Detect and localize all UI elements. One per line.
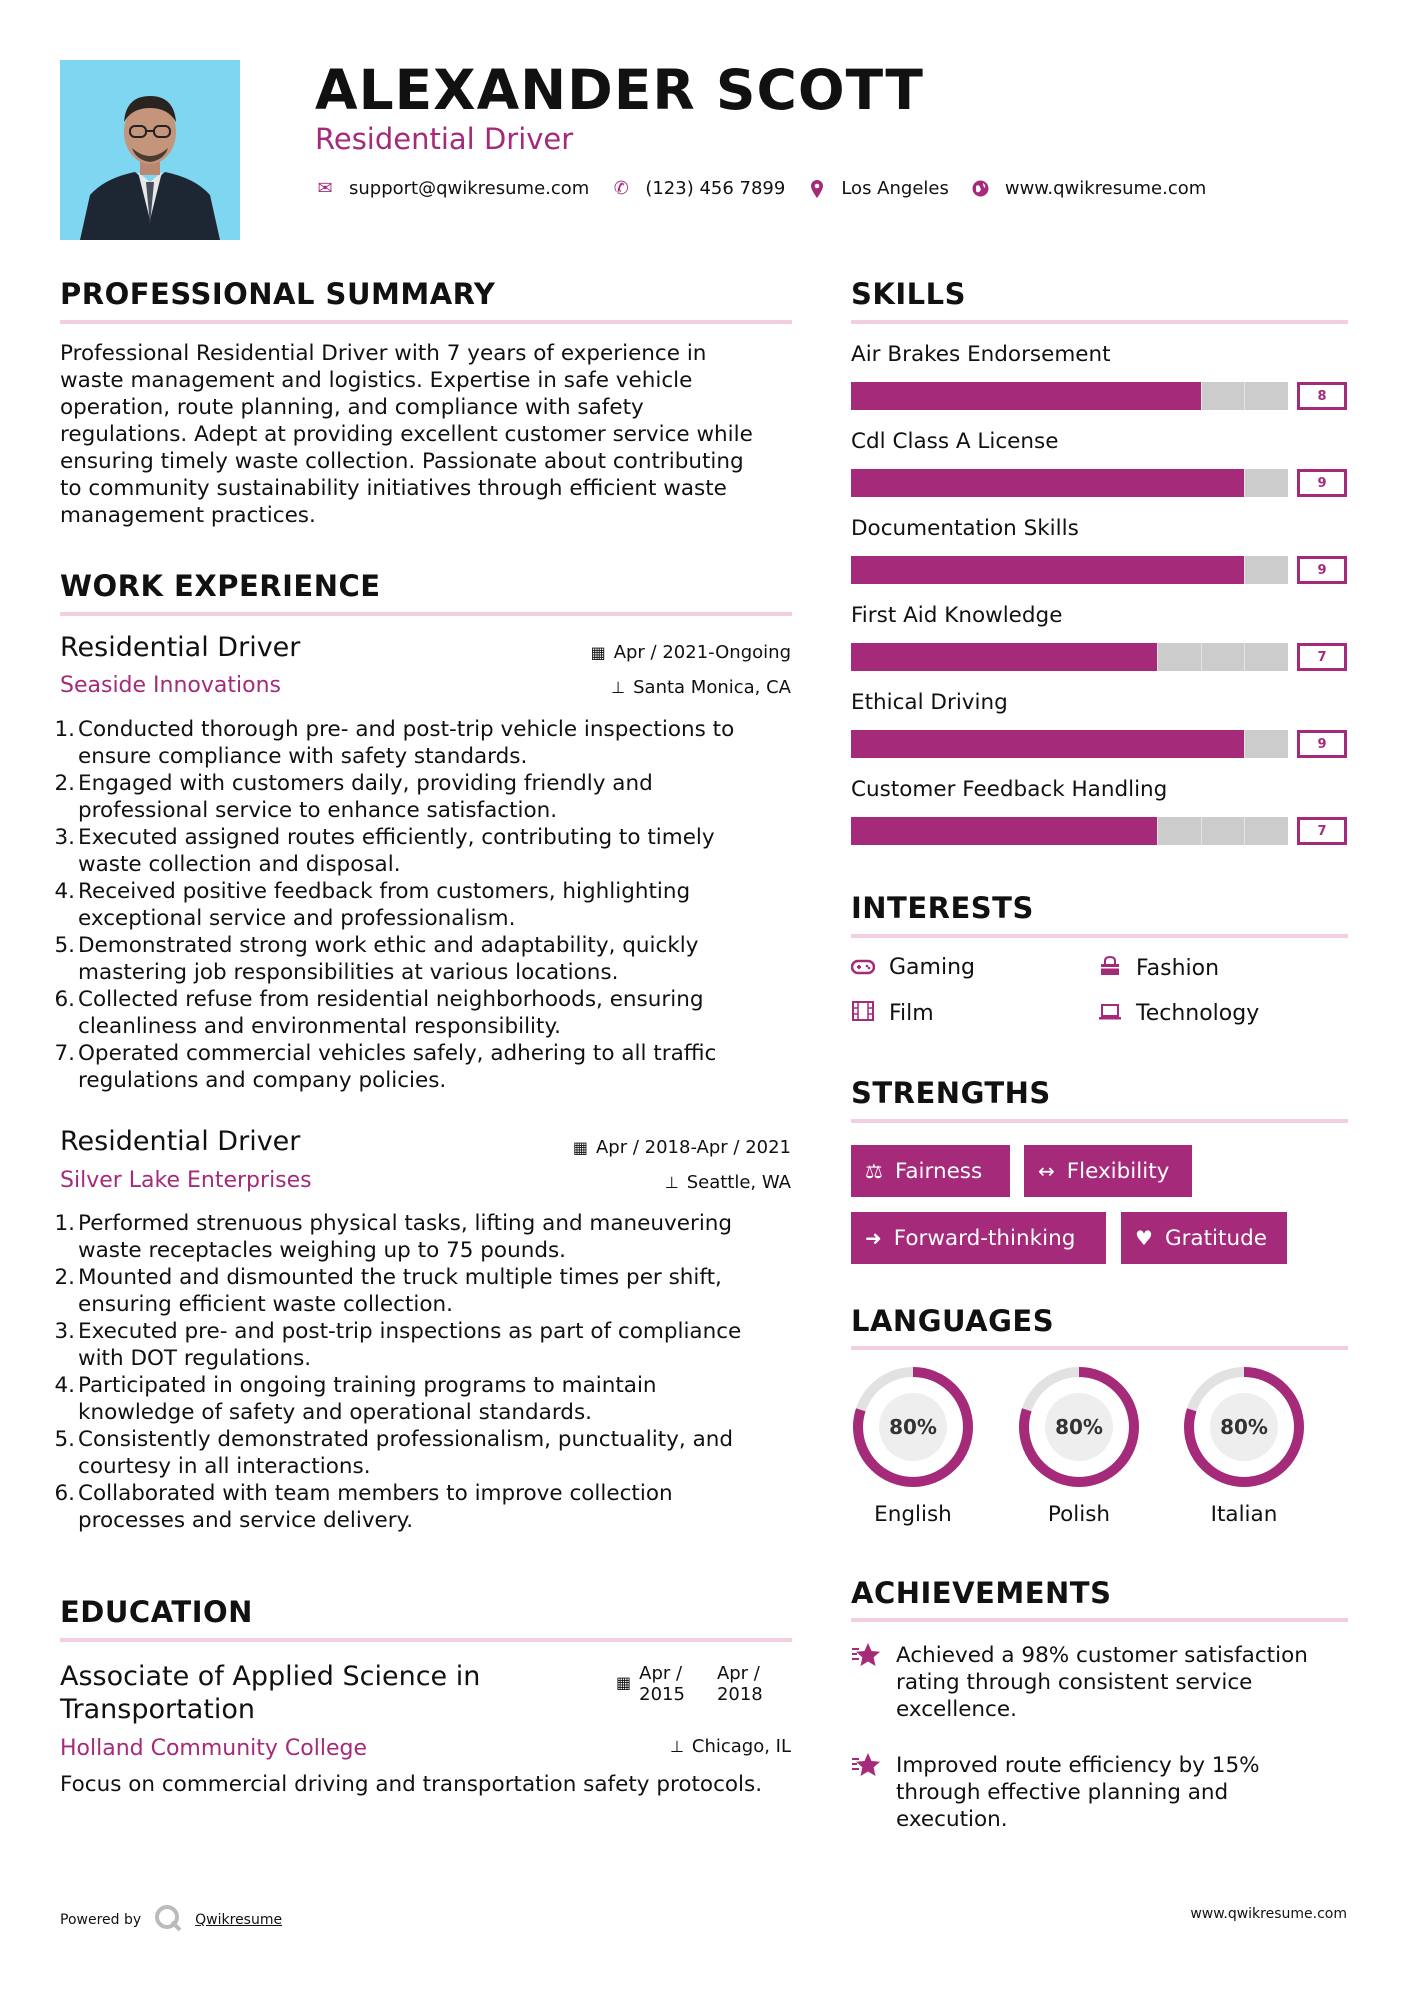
skill-segment xyxy=(982,469,1026,497)
list-item xyxy=(54,1426,800,1480)
bullet-number: 5. xyxy=(54,933,75,958)
list-item xyxy=(54,932,800,986)
footer-powered xyxy=(60,1904,282,1936)
strength-label: Forward-thinking xyxy=(893,1225,1076,1251)
skill-segment xyxy=(982,382,1026,410)
skill-segment xyxy=(1026,730,1070,758)
interests-divider xyxy=(851,934,1348,938)
skill-segment xyxy=(1157,556,1201,584)
bullet-number: 6. xyxy=(54,987,75,1012)
bullet-line: ensure compliance with safety standards. xyxy=(78,744,528,769)
list-item xyxy=(54,1264,800,1318)
bullet-number: 3. xyxy=(54,1319,75,1344)
education-location-text: Chicago, IL xyxy=(691,1736,791,1757)
achievement-item xyxy=(851,1642,1331,1723)
skill-segment xyxy=(1157,469,1201,497)
language-percent: 80% xyxy=(1220,1415,1268,1439)
job-title: Residential Driver xyxy=(60,632,301,663)
skill-level-badge: 7 xyxy=(1297,643,1347,671)
skill-segment xyxy=(1113,730,1157,758)
bullet-line: courtesy in all interactions. xyxy=(78,1454,371,1479)
bullet-line: Operated commercial vehicles safely, adhering to all traffic xyxy=(78,1041,717,1066)
envelope-icon: ✉ xyxy=(317,178,333,199)
strength-label: Fairness xyxy=(894,1158,983,1184)
skill-segment xyxy=(1157,730,1201,758)
skill-segment xyxy=(1113,469,1157,497)
achievement-item xyxy=(851,1752,1331,1833)
skill-segment xyxy=(1201,730,1245,758)
calendar-icon: ▦ xyxy=(572,1138,588,1157)
skill-segment xyxy=(1113,556,1157,584)
footer-website[interactable]: www.qwikresume.com xyxy=(1190,1906,1347,1922)
skill-segment xyxy=(1201,643,1245,671)
email-link[interactable]: support@qwikresume.com xyxy=(349,178,590,199)
skill-bar xyxy=(851,382,1348,410)
skill-segment xyxy=(851,382,895,410)
strengths-divider xyxy=(851,1119,1348,1123)
shopping-bag-icon xyxy=(1098,955,1122,982)
skill-segment xyxy=(895,730,939,758)
summary-divider xyxy=(60,320,792,324)
job-dates xyxy=(573,1137,791,1158)
interest-gaming xyxy=(851,955,975,980)
qwikresume-link[interactable]: Qwikresume xyxy=(195,1912,283,1928)
list-item xyxy=(54,716,800,770)
arrow-right-icon: ➜ xyxy=(865,1226,882,1250)
bullet-number: 5. xyxy=(54,1427,75,1452)
skill-label: Customer Feedback Handling xyxy=(851,777,1168,802)
job-location xyxy=(665,1172,791,1193)
achievement-line: rating through consistent service xyxy=(896,1670,1253,1695)
education-location xyxy=(670,1736,791,1757)
skill-segment xyxy=(1113,643,1157,671)
skill-segment xyxy=(1157,382,1201,410)
skills-heading: SKILLS xyxy=(851,277,966,311)
strength-label: Flexibility xyxy=(1066,1158,1170,1184)
contact-bar xyxy=(315,178,1228,199)
skill-bar xyxy=(851,469,1348,497)
bullet-number: 4. xyxy=(54,1373,75,1398)
skill-segment xyxy=(1113,382,1157,410)
job-dates-text: Apr / 2021-Ongoing xyxy=(613,642,791,663)
company-name: Silver Lake Enterprises xyxy=(60,1168,312,1193)
bullet-line: processes and service delivery. xyxy=(78,1508,414,1533)
skill-segment xyxy=(1244,469,1288,497)
balance-scale-icon: ⚖ xyxy=(865,1159,883,1183)
summary-line: waste management and logistics. Expertise in safe vehicle xyxy=(60,368,693,393)
degree-title xyxy=(60,1660,480,1726)
summary-text xyxy=(60,340,800,529)
achievement-line: through effective planning and xyxy=(896,1780,1229,1805)
language-ring xyxy=(851,1365,975,1493)
bullet-line: Executed assigned routes efficiently, contributing to timely xyxy=(78,825,715,850)
language-ring xyxy=(1017,1365,1141,1493)
skill-segment xyxy=(938,643,982,671)
bullet-line: exceptional service and professionalism. xyxy=(78,906,516,931)
list-item xyxy=(54,1372,800,1426)
pushpin-icon: ⊥ xyxy=(669,1737,684,1756)
skill-segment xyxy=(982,643,1026,671)
skill-segment xyxy=(895,556,939,584)
list-item xyxy=(54,1040,800,1094)
bullet-number: 3. xyxy=(54,825,75,850)
job-title: Residential Driver xyxy=(60,1126,301,1157)
globe-icon xyxy=(971,179,991,199)
website-link[interactable]: www.qwikresume.com xyxy=(1004,178,1207,199)
bullet-line: Conducted thorough pre- and post-trip vehicle inspections to xyxy=(78,717,735,742)
skill-segment xyxy=(938,382,982,410)
achievements-divider xyxy=(851,1618,1348,1622)
skill-segment xyxy=(1069,643,1113,671)
skill-segment xyxy=(1026,382,1070,410)
phone-text: (123) 456 7899 xyxy=(645,178,786,199)
skill-bar xyxy=(851,556,1348,584)
skill-segment xyxy=(1244,382,1288,410)
pushpin-icon: ⊥ xyxy=(611,678,626,697)
profile-photo xyxy=(60,60,240,240)
bullet-number: 1. xyxy=(54,717,75,742)
summary-line: operation, route planning, and compliance with safety xyxy=(60,395,644,420)
interest-label: Film xyxy=(889,1001,934,1026)
skill-segment xyxy=(938,730,982,758)
languages-divider xyxy=(851,1346,1348,1350)
language-ring-chart xyxy=(1017,1365,1141,1489)
bullet-line: regulations and company policies. xyxy=(78,1068,447,1093)
star-icon xyxy=(851,1642,883,1674)
job-bullets xyxy=(54,1210,800,1534)
work-heading: WORK EXPERIENCE xyxy=(60,569,381,603)
skill-label: Cdl Class A License xyxy=(851,429,1059,454)
skill-segment xyxy=(1026,469,1070,497)
bullet-line: ensuring efficient waste collection. xyxy=(78,1292,453,1317)
skill-segment xyxy=(1201,469,1245,497)
calendar-icon: ▦ xyxy=(616,1673,632,1692)
bullet-line: Collaborated with team members to improve collection xyxy=(78,1481,673,1506)
skill-segment xyxy=(1157,643,1201,671)
list-item xyxy=(54,1480,800,1534)
bullet-line: cleanliness and environmental responsibility. xyxy=(78,1014,561,1039)
bullet-line: waste receptacles weighing up to 75 pounds. xyxy=(78,1238,567,1263)
skill-segment xyxy=(1026,556,1070,584)
work-divider xyxy=(60,612,792,616)
qwikresume-logo-icon xyxy=(153,1904,183,1936)
candidate-role: Residential Driver xyxy=(315,122,574,156)
list-item xyxy=(54,1210,800,1264)
skill-level-badge: 9 xyxy=(1297,730,1347,758)
bullet-number: 1. xyxy=(54,1211,75,1236)
gamepad-icon xyxy=(851,956,875,980)
summary-line: management practices. xyxy=(60,503,316,528)
candidate-name: ALEXANDER SCOTT xyxy=(315,58,924,122)
summary-line: to community sustainability initiatives through efficient waste xyxy=(60,476,727,501)
list-item xyxy=(54,824,800,878)
skill-segment xyxy=(1069,382,1113,410)
skill-segment xyxy=(938,556,982,584)
skill-segment xyxy=(1244,556,1288,584)
bullet-line: Executed pre- and post-trip inspections as part of compliance xyxy=(78,1319,742,1344)
list-item xyxy=(54,1318,800,1372)
job-dates xyxy=(591,642,791,663)
education-end xyxy=(717,1663,763,1705)
skill-segment xyxy=(851,643,895,671)
skill-segment xyxy=(895,382,939,410)
company-name: Seaside Innovations xyxy=(60,673,281,698)
achievements-heading: ACHIEVEMENTS xyxy=(851,1576,1112,1610)
language-ring-chart xyxy=(1182,1365,1306,1489)
languages-heading: LANGUAGES xyxy=(851,1304,1055,1338)
skill-segment xyxy=(982,817,1026,845)
skill-label: Documentation Skills xyxy=(851,516,1079,541)
bullet-line: Consistently demonstrated professionalism, punctuality, and xyxy=(78,1427,734,1452)
skill-segment xyxy=(851,556,895,584)
skill-segment xyxy=(1244,730,1288,758)
skills-divider xyxy=(851,320,1348,324)
achievement-line: excellence. xyxy=(896,1697,1017,1722)
summary-line: ensuring timely waste collection. Passionate about contributing xyxy=(60,449,744,474)
arrows-horizontal-icon: ↔ xyxy=(1038,1159,1055,1183)
map-pin-icon xyxy=(807,179,827,199)
summary-line: regulations. Adept at providing excellent customer service while xyxy=(60,422,753,447)
skill-segment xyxy=(1201,382,1245,410)
bullet-line: knowledge of safety and operational standards. xyxy=(78,1400,592,1425)
date-part: Apr / xyxy=(639,1663,683,1684)
skill-segment xyxy=(938,817,982,845)
skill-segment xyxy=(851,817,895,845)
skill-label: Air Brakes Endorsement xyxy=(851,342,1111,367)
list-item xyxy=(54,878,800,932)
list-item xyxy=(54,986,800,1040)
date-part: Apr / xyxy=(716,1663,760,1684)
bullet-line: Participated in ongoing training programs to maintain xyxy=(78,1373,657,1398)
language-label: Italian xyxy=(1210,1502,1278,1527)
interest-film xyxy=(851,1001,934,1026)
skill-segment xyxy=(1069,817,1113,845)
strengths-heading: STRENGTHS xyxy=(851,1076,1051,1110)
interest-label: Technology xyxy=(1136,1001,1260,1026)
bullet-line: professional service to enhance satisfaction. xyxy=(78,798,558,823)
language-label: Polish xyxy=(1047,1502,1111,1527)
language-label: English xyxy=(874,1502,952,1527)
skill-segment xyxy=(1201,817,1245,845)
job-location-text: Santa Monica, CA xyxy=(633,677,791,698)
film-icon xyxy=(851,1001,875,1026)
interest-fashion xyxy=(1098,955,1219,982)
pushpin-icon: ⊥ xyxy=(664,1173,679,1192)
education-divider xyxy=(60,1638,792,1642)
interest-label: Gaming xyxy=(889,955,975,980)
date-part: 2015 xyxy=(639,1684,685,1705)
degree-line: Associate of Applied Science in xyxy=(60,1661,481,1692)
degree-line: Transportation xyxy=(60,1694,255,1725)
bullet-line: Demonstrated strong work ethic and adaptability, quickly xyxy=(78,933,699,958)
bullet-line: Performed strenuous physical tasks, lifting and maneuvering xyxy=(78,1211,733,1236)
skill-level-badge: 9 xyxy=(1297,556,1347,584)
strength-tag xyxy=(851,1145,1010,1197)
skill-level-badge: 8 xyxy=(1297,382,1347,410)
laptop-icon xyxy=(1098,1002,1122,1026)
job-location-text: Seattle, WA xyxy=(686,1172,791,1193)
star-icon xyxy=(851,1752,883,1784)
skill-segment xyxy=(1244,643,1288,671)
skill-level-badge: 7 xyxy=(1297,817,1347,845)
education-dates xyxy=(616,1663,763,1705)
summary-heading: PROFESSIONAL SUMMARY xyxy=(60,277,496,311)
interests-heading: INTERESTS xyxy=(851,891,1034,925)
skill-segment xyxy=(851,469,895,497)
skill-segment xyxy=(895,643,939,671)
bullet-number: 2. xyxy=(54,1265,75,1290)
skill-label: First Aid Knowledge xyxy=(851,603,1063,628)
bullet-line: with DOT regulations. xyxy=(78,1346,312,1371)
interest-label: Fashion xyxy=(1136,956,1220,981)
skill-segment xyxy=(1069,556,1113,584)
calendar-icon: ▦ xyxy=(590,643,606,662)
location-text: Los Angeles xyxy=(841,178,949,199)
language-ring xyxy=(1182,1365,1306,1493)
job-dates-text: Apr / 2018-Apr / 2021 xyxy=(595,1137,791,1158)
school-name: Holland Community College xyxy=(60,1736,368,1761)
skill-segment xyxy=(1157,817,1201,845)
skill-bar xyxy=(851,643,1348,671)
bullet-number: 7. xyxy=(54,1041,75,1066)
skill-level-badge: 9 xyxy=(1297,469,1347,497)
skill-segment xyxy=(1069,730,1113,758)
heart-icon: ♥ xyxy=(1135,1226,1153,1250)
skill-segment xyxy=(1244,817,1288,845)
strength-label: Gratitude xyxy=(1164,1225,1267,1251)
skill-segment xyxy=(1069,469,1113,497)
skill-segment xyxy=(1026,643,1070,671)
bullet-line: mastering job responsibilities at various locations. xyxy=(78,960,619,985)
skill-label: Ethical Driving xyxy=(851,690,1008,715)
job-bullets xyxy=(54,716,800,1094)
skill-bar xyxy=(851,730,1348,758)
language-percent: 80% xyxy=(1055,1415,1103,1439)
bullet-line: Received positive feedback from customers, highlighting xyxy=(78,879,691,904)
language-percent: 80% xyxy=(889,1415,937,1439)
strength-tag xyxy=(851,1212,1106,1264)
language-ring-chart xyxy=(851,1365,975,1489)
bullet-number: 2. xyxy=(54,771,75,796)
person-avatar-icon xyxy=(60,60,240,240)
education-start xyxy=(639,1663,685,1705)
powered-by-text: Powered by xyxy=(60,1912,142,1928)
strength-tag xyxy=(1121,1212,1287,1264)
bullet-number: 6. xyxy=(54,1481,75,1506)
skill-segment xyxy=(1201,556,1245,584)
strength-tag xyxy=(1024,1145,1192,1197)
interest-technology xyxy=(1098,1001,1259,1026)
skill-segment xyxy=(895,469,939,497)
bullet-line: Mounted and dismounted the truck multiple times per shift, xyxy=(78,1265,722,1290)
bullet-line: waste collection and disposal. xyxy=(78,852,401,877)
date-part: 2018 xyxy=(716,1684,763,1705)
skill-bar xyxy=(851,817,1348,845)
achievement-line: Improved route efficiency by 15% xyxy=(896,1753,1260,1778)
job-location xyxy=(611,677,791,698)
skill-segment xyxy=(938,469,982,497)
skill-segment xyxy=(982,556,1026,584)
skill-segment xyxy=(1113,817,1157,845)
education-heading: EDUCATION xyxy=(60,1595,253,1629)
skill-segment xyxy=(851,730,895,758)
phone-icon: ✆ xyxy=(613,178,629,199)
education-desc: Focus on commercial driving and transportation safety protocols. xyxy=(60,1772,763,1797)
bullet-number: 4. xyxy=(54,879,75,904)
skill-segment xyxy=(982,730,1026,758)
achievement-line: execution. xyxy=(896,1807,1008,1832)
bullet-line: Collected refuse from residential neighborhoods, ensuring xyxy=(78,987,704,1012)
list-item xyxy=(54,770,800,824)
skill-segment xyxy=(895,817,939,845)
summary-line: Professional Residential Driver with 7 years of experience in xyxy=(60,341,707,366)
bullet-line: Engaged with customers daily, providing friendly and xyxy=(78,771,653,796)
achievement-line: Achieved a 98% customer satisfaction xyxy=(896,1643,1308,1668)
skill-segment xyxy=(1026,817,1070,845)
